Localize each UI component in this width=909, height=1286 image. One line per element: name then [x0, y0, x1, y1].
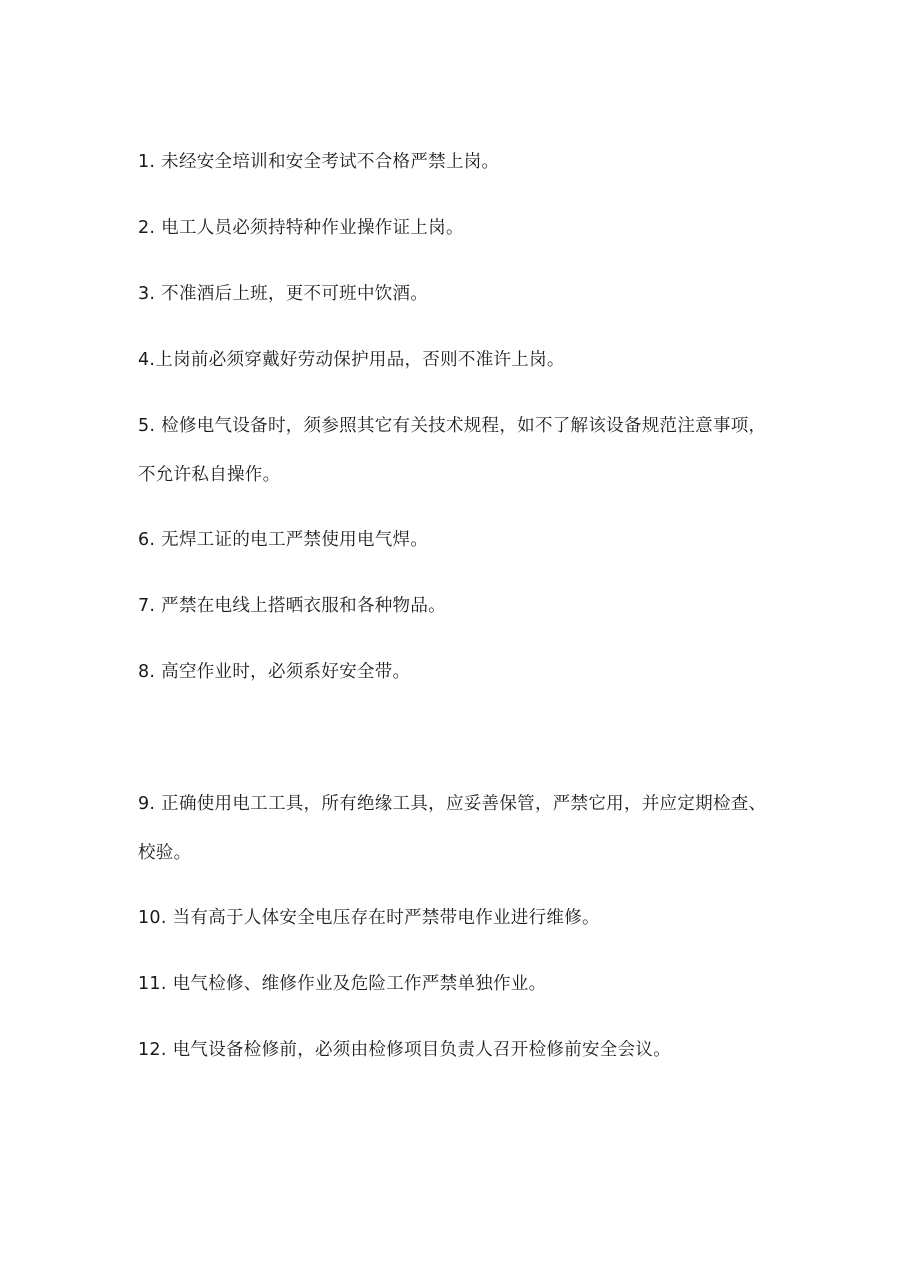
rule-item-4: 4.上岗前必须穿戴好劳动保护用品，否则不准许上岗。 — [138, 350, 565, 370]
rule-item-2: 2. 电工人员必须持特种作业操作证上岗。 — [138, 218, 464, 238]
rule-item-1: 1. 未经安全培训和安全考试不合格严禁上岗。 — [138, 152, 500, 172]
rule-item-11: 11. 电气检修、维修作业及危险工作严禁单独作业。 — [138, 974, 547, 994]
rule-item-8: 8. 高空作业时，必须系好安全带。 — [138, 662, 411, 682]
rule-item-12: 12. 电气设备检修前，必须由检修项目负责人召开检修前安全会议。 — [138, 1040, 671, 1060]
rule-item-5: 5. 检修电气设备时，须参照其它有关技术规程，如不了解该设备规范注意事项，不允许私自操作。 — [138, 416, 767, 485]
rule-item-6: 6. 无焊工证的电工严禁使用电气焊。 — [138, 530, 429, 550]
rule-item-10: 10. 当有高于人体安全电压存在时严禁带电作业进行维修。 — [138, 908, 600, 928]
rule-item-3: 3. 不准酒后上班，更不可班中饮酒。 — [138, 284, 429, 304]
rule-item-9: 9. 正确使用电工工具，所有绝缘工具，应妥善保管，严禁它用，并应定期检查、校验。 — [138, 794, 767, 863]
rule-item-7: 7. 严禁在电线上搭晒衣服和各种物品。 — [138, 596, 446, 616]
